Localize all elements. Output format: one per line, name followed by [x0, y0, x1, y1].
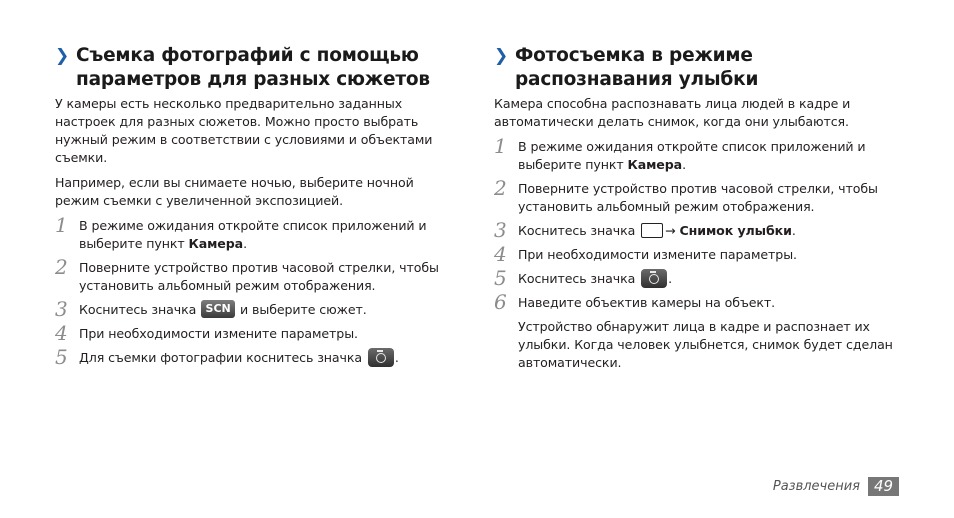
right-column [494, 44, 894, 378]
heading-text: Фотосъемка в режиме распознавания улыбки [515, 45, 759, 90]
page-number: 49 [868, 477, 899, 496]
camera-icon [368, 348, 394, 367]
page-footer [773, 477, 899, 496]
step-number: 1 [55, 213, 68, 237]
step-item: 1 В режиме ожидания откройте список приложений и выберите пункт Камера. [55, 213, 427, 251]
chevron-right-icon: ❯ [494, 46, 509, 66]
step-number: 4 [55, 321, 68, 345]
step-item: 3 Коснитесь значка SCN и выберите сюжет. [55, 297, 367, 321]
scn-icon: SCN [201, 300, 235, 318]
step-number: 2 [55, 255, 68, 279]
section-heading [55, 44, 455, 92]
step-number: 5 [55, 345, 68, 369]
step-item: 5 Коснитесь значка . [494, 266, 673, 290]
step-item: 3 Коснитесь значка → Снимок улыбки. [494, 218, 796, 242]
camera-icon [641, 269, 667, 288]
step-number: 4 [494, 242, 507, 266]
step-subtext: Устройство обнаружит лица в кадре и распознает их улыбки. Когда человек улыбнется, снимок будет сделан автоматически. [518, 319, 893, 370]
step-number: 6 [494, 290, 507, 314]
intro-paragraph: Камера способна распознавать лица людей в кадре и автоматически делать снимок, когда они улыбаются. [494, 96, 851, 129]
step-item: 5 Для съемки фотографии коснитесь значка . [55, 345, 399, 369]
heading-text: Съемка фотографий с помощью параметров для разных сюжетов [76, 45, 430, 90]
step-number: 5 [494, 266, 507, 290]
chevron-right-icon: ❯ [55, 46, 70, 66]
step-number: 3 [55, 297, 68, 321]
shooting-mode-icon [641, 223, 663, 238]
step-number: 3 [494, 218, 507, 242]
step-item: 6 Наведите объектив камеры на объект. Устройство обнаружит лица в кадре и распознает их улыбки. Когда человек улыбнется, снимок будет сделан автоматически. [494, 290, 893, 370]
section-heading [494, 44, 894, 92]
example-paragraph: Например, если вы снимаете ночью, выберите ночной режим съемки с увеличенной экспозицией. [55, 175, 414, 208]
bold-term: Снимок улыбки [679, 223, 792, 238]
step-item: 1 В режиме ожидания откройте список приложений и выберите пункт Камера. [494, 134, 866, 172]
arrow: → [665, 223, 676, 238]
step-item: 4 При необходимости измените параметры. [494, 242, 797, 266]
step-item: 4 При необходимости измените параметры. [55, 321, 358, 345]
section-name: Развлечения [772, 479, 860, 494]
step-item: 2 Поверните устройство против часовой стрелки, чтобы установить альбомный режим отображения. [494, 176, 878, 214]
left-column [55, 44, 455, 373]
intro-paragraph: У камеры есть несколько предварительно заданных настроек для разных сюжетов. Можно просто выбрать нужный режим в соответствии с условиями и объектами съемки. [55, 96, 433, 165]
step-number: 1 [494, 134, 507, 158]
bold-term: Камера [627, 157, 683, 172]
step-number: 2 [494, 176, 507, 200]
step-item: 2 Поверните устройство против часовой стрелки, чтобы установить альбомный режим отображения. [55, 255, 439, 293]
bold-term: Камера [188, 236, 244, 251]
